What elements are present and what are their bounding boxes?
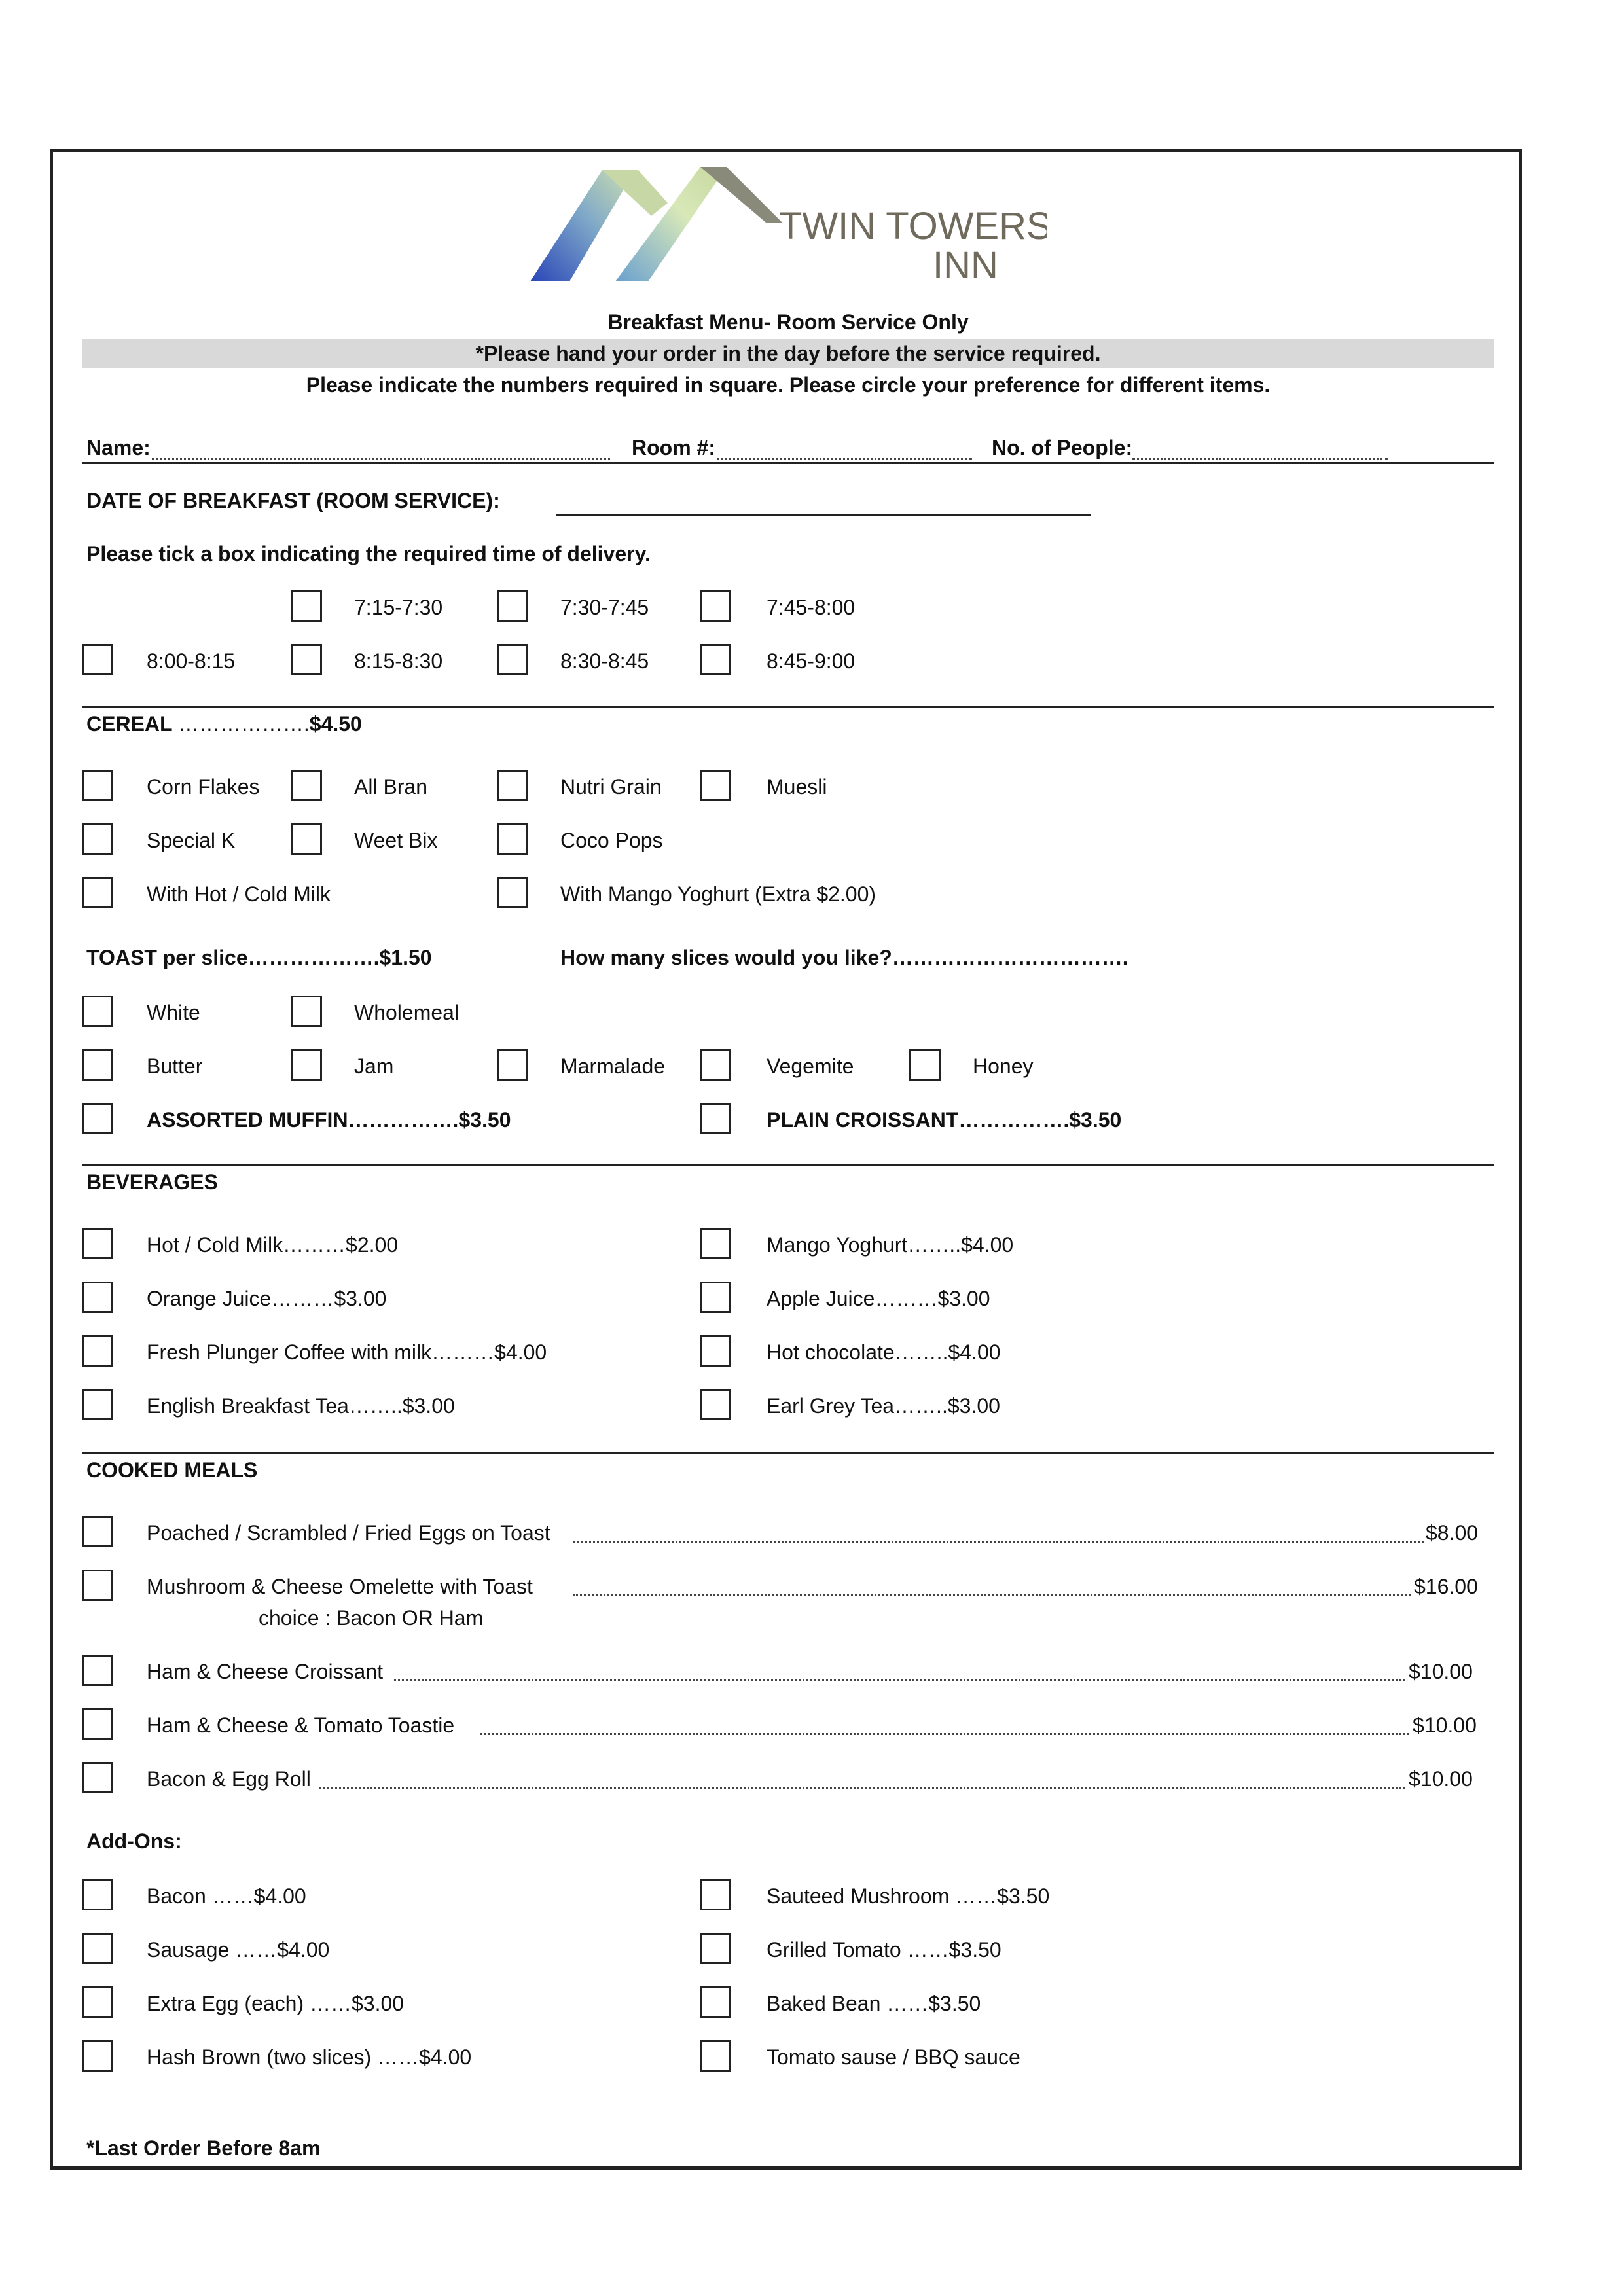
delivery-prompt: Please tick a box indicating the required time of delivery. (86, 542, 651, 565)
cooked-item-label: Bacon & Egg Roll (147, 1767, 311, 1791)
cereal-checkbox[interactable] (497, 770, 528, 801)
divider (82, 462, 1494, 464)
cooked-item-price: $10.00 (1413, 1713, 1477, 1737)
spread-checkbox[interactable] (700, 1049, 731, 1081)
last-order-note: *Last Order Before 8am (86, 2136, 321, 2160)
addons-heading: Add-Ons: (86, 1829, 182, 1853)
beverage-checkbox[interactable] (82, 1228, 113, 1259)
cooked-item-price: $8.00 (1426, 1521, 1479, 1545)
brand-name-line2: INN (933, 244, 998, 287)
spread-checkbox[interactable] (497, 1049, 528, 1081)
time-label: 7:45-8:00 (767, 596, 856, 619)
bread-checkbox[interactable] (291, 996, 322, 1027)
addon-label: Grilled Tomato ……$3.50 (767, 1938, 1001, 1962)
cooked-item-label: Ham & Cheese & Tomato Toastie (147, 1713, 455, 1737)
cooked-item-label: Ham & Cheese Croissant (147, 1660, 384, 1683)
cereal-label: Corn Flakes (147, 775, 260, 798)
cereal-checkbox[interactable] (82, 823, 113, 855)
milk-checkbox[interactable] (82, 877, 113, 908)
bread-checkbox[interactable] (82, 996, 113, 1027)
croissant-label: PLAIN CROISSANT…………….$3.50 (767, 1108, 1122, 1132)
divider (82, 1452, 1494, 1454)
cereal-checkbox[interactable] (291, 823, 322, 855)
cooked-item-label: Poached / Scrambled / Fried Eggs on Toast (147, 1521, 550, 1545)
addon-label: Hash Brown (two slices) ……$4.00 (147, 2045, 472, 2069)
addon-checkbox[interactable] (700, 1986, 731, 2018)
leader-dots (319, 1787, 1405, 1789)
addon-label: Bacon ……$4.00 (147, 1884, 306, 1908)
cereal-checkbox[interactable] (291, 770, 322, 801)
cereal-checkbox[interactable] (497, 823, 528, 855)
logo (524, 164, 1047, 291)
beverages-heading: BEVERAGES (86, 1170, 218, 1194)
time-checkbox[interactable] (291, 590, 322, 622)
muffin-label: ASSORTED MUFFIN…………….$3.50 (147, 1108, 511, 1132)
leader-dots (394, 1679, 1405, 1681)
time-checkbox[interactable] (700, 590, 731, 622)
beverage-checkbox[interactable] (700, 1335, 731, 1367)
beverage-label: Hot chocolate……..$4.00 (767, 1340, 1001, 1364)
beverage-checkbox[interactable] (700, 1282, 731, 1313)
addon-checkbox[interactable] (82, 1879, 113, 1910)
spread-checkbox[interactable] (909, 1049, 941, 1081)
time-label: 8:45-9:00 (767, 649, 856, 673)
time-label: 7:30-7:45 (560, 596, 649, 619)
cooked-checkbox[interactable] (82, 1570, 113, 1601)
cooked-checkbox[interactable] (82, 1655, 113, 1686)
addon-label: Tomato sause / BBQ sauce (767, 2045, 1020, 2069)
cereal-checkbox[interactable] (700, 770, 731, 801)
cereal-checkbox[interactable] (82, 770, 113, 801)
spread-label: Vegemite (767, 1054, 854, 1078)
cooked-item-price: $10.00 (1409, 1767, 1473, 1791)
spread-label: Marmalade (560, 1054, 666, 1078)
room-label: Room #: (632, 436, 715, 459)
addon-label: Baked Bean ……$3.50 (767, 1992, 981, 2015)
cereal-label: Nutri Grain (560, 775, 662, 798)
instruction-text: Please indicate the numbers required in square. Please circle your preference for different items. (306, 373, 1271, 397)
beverage-label: Hot / Cold Milk………$2.00 (147, 1233, 399, 1257)
time-checkbox[interactable] (497, 590, 528, 622)
cooked-checkbox[interactable] (82, 1516, 113, 1547)
addon-checkbox[interactable] (82, 1986, 113, 2018)
cereal-label: All Bran (354, 775, 428, 798)
spread-label: Honey (973, 1054, 1034, 1078)
cereal-heading: CEREAL ……………….$4.50 (86, 712, 362, 736)
cooked-heading: COOKED MEALS (86, 1458, 258, 1482)
beverage-label: Orange Juice………$3.00 (147, 1287, 387, 1310)
time-checkbox[interactable] (700, 644, 731, 675)
toast-heading: TOAST per slice……………….$1.50 (86, 946, 432, 969)
people-label: No. of People: (992, 436, 1133, 459)
beverage-label: Earl Grey Tea……..$3.00 (767, 1394, 1000, 1418)
divider (82, 1164, 1494, 1166)
cereal-label: Weet Bix (354, 829, 438, 852)
time-checkbox[interactable] (291, 644, 322, 675)
cereal-label: Muesli (767, 775, 827, 798)
cereal-label: Special K (147, 829, 236, 852)
date-label: DATE OF BREAKFAST (ROOM SERVICE): (86, 489, 500, 512)
beverage-label: English Breakfast Tea……..$3.00 (147, 1394, 455, 1418)
divider (82, 706, 1494, 708)
spread-label: Butter (147, 1054, 203, 1078)
beverage-checkbox[interactable] (82, 1282, 113, 1313)
croissant-checkbox[interactable] (700, 1103, 731, 1134)
slices-question: How many slices would you like?……………………………. (560, 946, 1128, 969)
milk-label: With Hot / Cold Milk (147, 882, 331, 906)
room-field[interactable] (717, 458, 972, 460)
cereal-label: Coco Pops (560, 829, 663, 852)
beverage-checkbox[interactable] (700, 1389, 731, 1420)
beverage-checkbox[interactable] (82, 1389, 113, 1420)
leader-dots (573, 1541, 1424, 1543)
beverage-checkbox[interactable] (82, 1335, 113, 1367)
time-label: 8:15-8:30 (354, 649, 443, 673)
muffin-checkbox[interactable] (82, 1103, 113, 1134)
spread-checkbox[interactable] (291, 1049, 322, 1081)
yoghurt-label: With Mango Yoghurt (Extra $2.00) (560, 882, 876, 906)
yoghurt-checkbox[interactable] (497, 877, 528, 908)
leader-dots (480, 1733, 1409, 1735)
addon-label: Sausage ……$4.00 (147, 1938, 330, 1962)
mountain-logo-icon (524, 164, 1047, 288)
cooked-checkbox[interactable] (82, 1708, 113, 1740)
date-field[interactable] (556, 514, 1091, 516)
order-notice: *Please hand your order in the day before the service required. (475, 342, 1101, 365)
time-label: 8:30-8:45 (560, 649, 649, 673)
menu-frame (50, 149, 1522, 2170)
name-field[interactable] (152, 458, 610, 460)
addon-checkbox[interactable] (700, 2040, 731, 2072)
time-checkbox[interactable] (82, 644, 113, 675)
bread-label: White (147, 1001, 200, 1024)
brand-name-line1: TWIN TOWERS (779, 205, 1047, 247)
spread-label: Jam (354, 1054, 394, 1078)
beverage-label: Fresh Plunger Coffee with milk………$4.00 (147, 1340, 547, 1364)
beverage-label: Mango Yoghurt……..$4.00 (767, 1233, 1014, 1257)
people-field[interactable] (1132, 458, 1388, 460)
name-label: Name: (86, 436, 151, 459)
bread-label: Wholemeal (354, 1001, 460, 1024)
spread-checkbox[interactable] (82, 1049, 113, 1081)
addon-checkbox[interactable] (700, 1879, 731, 1910)
cooked-item-price: $10.00 (1409, 1660, 1473, 1683)
cooked-item-label: Mushroom & Cheese Omelette with Toast (147, 1575, 533, 1598)
cooked-item-note: choice : Bacon OR Ham (259, 1606, 484, 1630)
time-checkbox[interactable] (497, 644, 528, 675)
time-label: 8:00-8:15 (147, 649, 236, 673)
menu-title: Breakfast Menu- Room Service Only (607, 310, 969, 334)
time-label: 7:15-7:30 (354, 596, 443, 619)
addon-checkbox[interactable] (82, 1933, 113, 1964)
cooked-checkbox[interactable] (82, 1762, 113, 1793)
addon-label: Sauteed Mushroom ……$3.50 (767, 1884, 1050, 1908)
addon-checkbox[interactable] (82, 2040, 113, 2072)
beverage-checkbox[interactable] (700, 1228, 731, 1259)
addon-label: Extra Egg (each) ……$3.00 (147, 1992, 405, 2015)
addon-checkbox[interactable] (700, 1933, 731, 1964)
leader-dots (573, 1594, 1411, 1596)
cooked-item-price: $16.00 (1414, 1575, 1478, 1598)
beverage-label: Apple Juice………$3.00 (767, 1287, 990, 1310)
